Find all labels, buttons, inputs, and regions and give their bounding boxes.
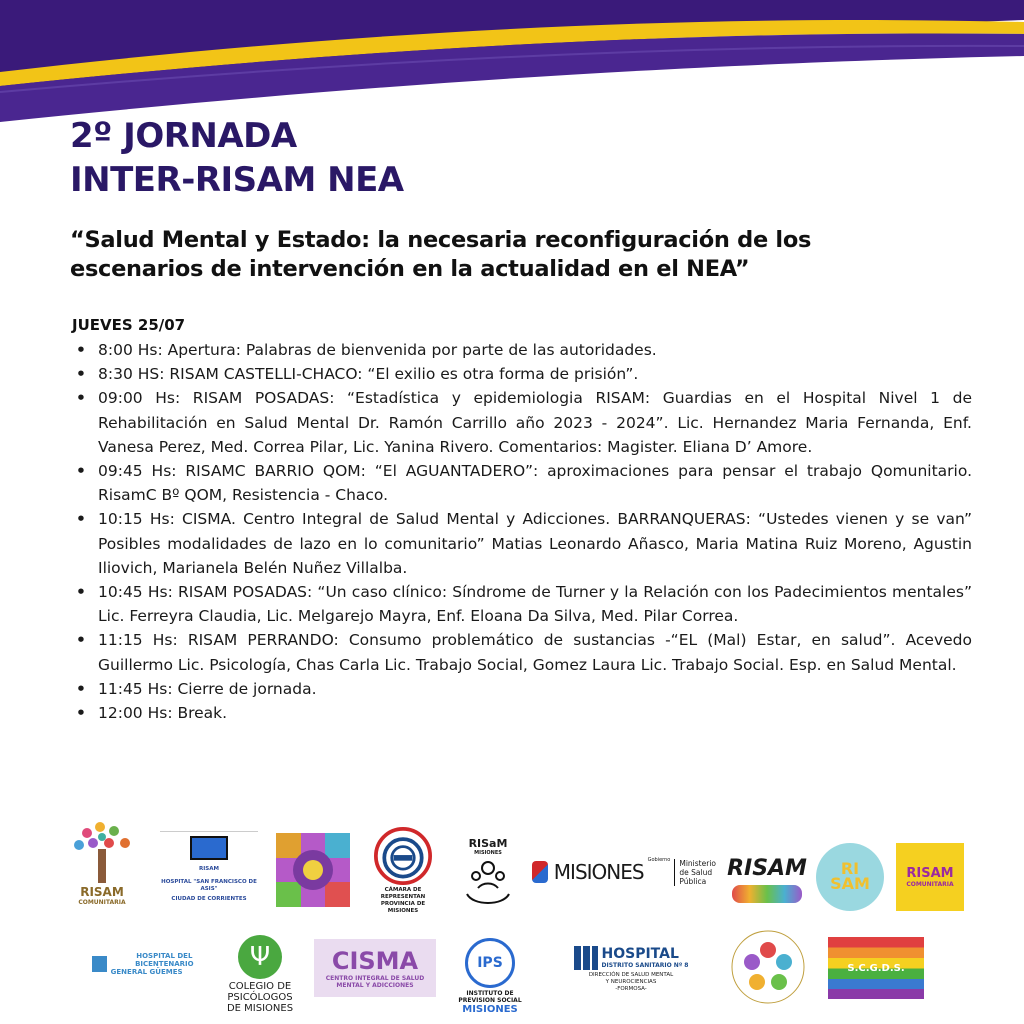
logo-risam-perrando-name: RISAM (727, 855, 807, 881)
logo-risam-comunitaria-tree (64, 811, 140, 913)
logo-colegio-line-3: DE MISIONES (226, 1002, 294, 1014)
logo-discapacidad-circle (728, 927, 808, 1007)
logo-hospital-ds8-line-2: DIRECCIÓN DE SALUD MENTAL (588, 971, 674, 978)
logo-bicentenario-line-1: HOSPITAL DEL BICENTENARIO (135, 952, 194, 968)
logo-ips (450, 933, 530, 1019)
logo-colorful-mosaic (276, 833, 350, 907)
logo-cisma-name: CISMA (331, 947, 419, 975)
logo-risam-misiones-name: RISaM (468, 836, 508, 850)
rainbow-flag-icon (828, 937, 924, 999)
logo-misiones-name: MISIONES (553, 860, 644, 884)
logo-cisma (314, 939, 436, 997)
monitor-icon (190, 836, 228, 860)
agenda-item: • 11:45 Hs: Cierre de jornada. (72, 677, 972, 701)
logo-ri-sam (816, 843, 884, 911)
people-hands-icon (463, 856, 513, 910)
logo-risam-sub: COMUNITARIA (78, 898, 126, 906)
logo-ri-sam-line-2: SAM (830, 874, 870, 893)
logo-risam-comunitaria-yellow (896, 843, 964, 911)
logo-misiones-tagline: Ministerio de Salud Pública (674, 859, 716, 886)
subtitle-line-2: escenarios de intervención en la actualidad en el NEA” (70, 256, 750, 282)
camara-emblem-icon (371, 827, 435, 885)
agenda-item: • 12:00 Hs: Break. (72, 701, 972, 725)
logo-risam-misiones (456, 827, 520, 919)
ips-emblem-icon (465, 938, 515, 988)
logo-hsfa-line-2: HOSPITAL "SAN FRANCISCO DE ASIS" (161, 878, 257, 892)
logo-colegio-line-2: PSICÓLOGOS (227, 991, 293, 1003)
title-line-1: 2º JORNADA (70, 116, 297, 156)
tree-icon (67, 819, 137, 885)
agenda-item: • 11:15 Hs: RISAM PERRANDO: Consumo problemático de sustancias -“EL (Mal) Estar, en salud”. Acevedo Guillermo Lic. Psicología, Chas Carla Lic. Trabajo Social, Gomez Laura Lic. Trabajo Social. Esp. en Salud Mental. (72, 628, 972, 676)
rainbow-stripe-icon (732, 885, 802, 903)
logo-ips-line-1: INSTITUTO DE (466, 989, 514, 997)
logo-ips-name: IPS (477, 954, 503, 971)
sponsor-logos (0, 805, 1024, 1024)
inclusion-circle-icon (729, 928, 807, 1006)
logo-hospital-distrito-8 (556, 937, 706, 1001)
logo-hospital-ds8-name: HOSPITAL (601, 946, 679, 962)
hospital-grid-icon (574, 946, 598, 970)
logo-misiones-ministerio (532, 849, 716, 895)
logo-hsfa-line-3: CIUDAD DE CORRIENTES (171, 895, 247, 902)
logo-risam-misiones-sub: MISIONES (474, 849, 502, 856)
page-title (70, 114, 404, 202)
logo-colegio-line-1: COLEGIO DE (228, 980, 292, 992)
logo-ips-line-3: MISIONES (462, 1003, 518, 1015)
logo-colegio-psicologos (220, 925, 300, 1023)
logo-risam-comunitaria-name: RISAM (906, 866, 954, 881)
logo-scgds-name: S.C.G.D.S. (847, 962, 905, 974)
psi-icon: Ψ (238, 935, 282, 979)
subtitle-line-1: “Salud Mental y Estado: la necesaria reconfiguración de los (70, 227, 812, 253)
mosaic-emblem-icon (276, 833, 350, 907)
logo-risam-comunitaria-sub: COMUNITARIA (906, 881, 954, 888)
logo-camara-line-1: CÁMARA DE REPRESENTAN (380, 887, 426, 900)
misiones-flag-icon (532, 861, 548, 883)
logo-hospital-ds8-line-3: Y NEUROCIENCIAS (605, 978, 657, 985)
event-subtitle (70, 226, 970, 284)
agenda-item: • 8:30 HS: RISAM CASTELLI-CHACO: “El exilio es otra forma de prisión”. (72, 362, 972, 386)
logo-risam-name: RISAM (80, 884, 124, 899)
logo-hospital-ds8-line-4: -FORMOSA- (615, 985, 647, 992)
medical-cross-icon (92, 956, 107, 972)
agenda-item: • 09:00 Hs: RISAM POSADAS: “Estadística y epidemiologia RISAM: Guardias en el Hospital Nivel 1 de Rehabilitación en Salud Mental Dr. Ramón Carrillo año 2023 - 2024”. Lic. Hernandez Maria Fernanda, Enf. Vanesa Perez, Med. Correa Pilar, Lic. Yanina Rivero. Comentarios: Magister. Eliana D’ Amore. (72, 386, 972, 459)
day-heading: JUEVES 25/07 (72, 316, 186, 334)
agenda-item: • 10:45 Hs: RISAM POSADAS: “Un caso clínico: Síndrome de Turner y la Relación con los Padecimientos mentales” Lic. Ferreyra Claudia, Lic. Melgarejo Mayra, Enf. Eloana Da Silva, Med. Pilar Correa. (72, 580, 972, 628)
logo-ips-line-2: PREVISION SOCIAL (458, 996, 522, 1004)
logo-ri-sam-line-1: RI (840, 859, 860, 878)
logo-risam-perrando (728, 847, 806, 911)
logo-bicentenario-line-2: GENERAL GÜEMES (110, 968, 183, 976)
agenda-item: • 09:45 Hs: RISAMC BARRIO QOM: “El AGUANTADERO”: aproximaciones para pensar el trabajo Qomunitario. RisamC Bº QOM, Resistencia - Chaco. (72, 459, 972, 507)
logo-cisma-line-2: MENTAL Y ADICCIONES (336, 982, 414, 989)
agenda-item: • 8:00 Hs: Apertura: Palabras de bienvenida por parte de las autoridades. (72, 338, 972, 362)
logo-camara-representantes (366, 827, 440, 915)
logo-hospital-bicentenario (92, 947, 218, 981)
logo-misiones-gob: Gobierno (647, 857, 671, 863)
logo-hospital-san-francisco (160, 831, 258, 906)
title-line-2: INTER-RISAM NEA (70, 160, 404, 200)
agenda-list (72, 338, 972, 725)
agenda-item: • 10:15 Hs: CISMA. Centro Integral de Salud Mental y Adicciones. BARRANQUERAS: “Ustedes vienen y se van” Posibles modalidades de lazo en lo comunitario” Matias Leonardo Añasco, Maria Matina Ruiz Moreno, Agustin Iliovich, Marianela Belén Nuñez Villalba. (72, 507, 972, 580)
logo-cisma-line-1: CENTRO INTEGRAL DE SALUD (325, 975, 425, 982)
logo-scgds (826, 927, 926, 1009)
logo-camara-line-2: PROVINCIA DE MISIONES (380, 901, 426, 914)
logo-hospital-ds8-line-1: DISTRITO SANITARIO Nº 8 (601, 962, 689, 969)
logo-hsfa-line-1: RISAM (199, 865, 219, 872)
